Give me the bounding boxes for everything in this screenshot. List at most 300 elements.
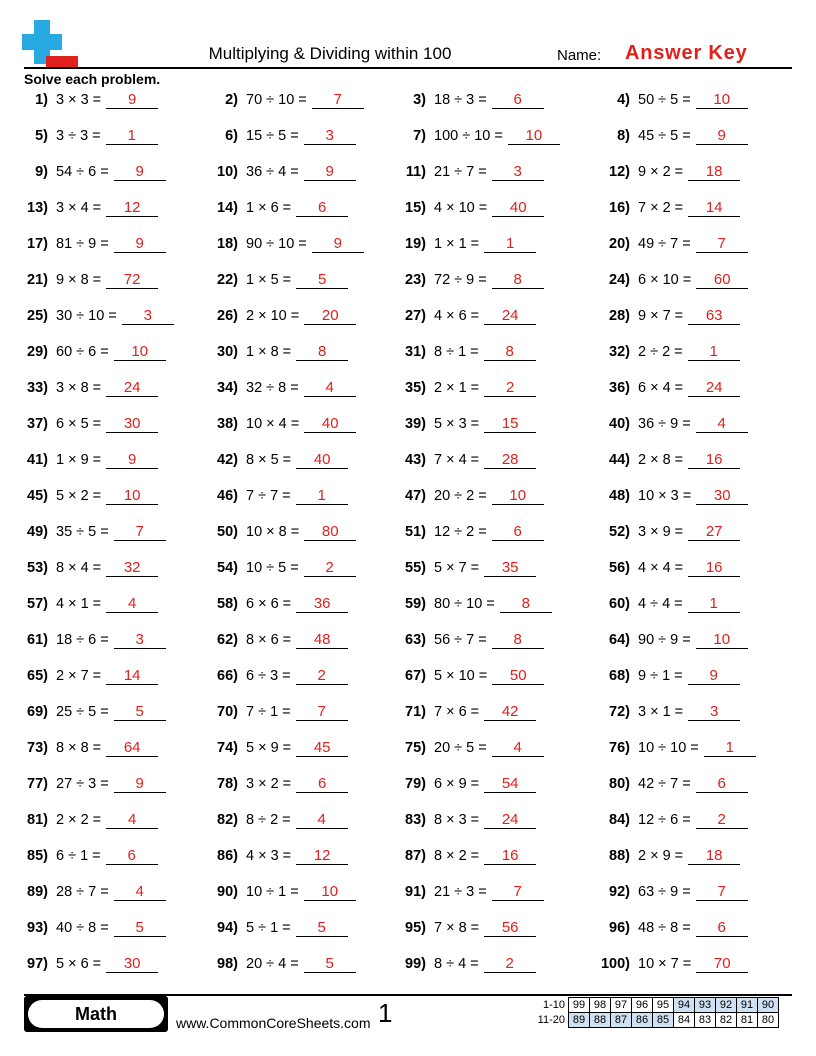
name-label: Name: <box>557 47 602 64</box>
problem-item <box>396 235 536 253</box>
problem-expression: 7 ÷ 7 = <box>246 488 291 504</box>
answer-blank: 3 <box>114 631 166 649</box>
problem-item <box>592 919 748 937</box>
problem-expression: 6 ÷ 1 = <box>56 848 101 864</box>
subject-badge <box>24 996 168 1032</box>
score-cell: 87 <box>611 1013 632 1028</box>
score-cell: 88 <box>590 1013 611 1028</box>
problem-expression: 40 ÷ 8 = <box>56 920 109 936</box>
answer-blank: 40 <box>492 199 544 217</box>
problem-number: 8) <box>617 128 630 144</box>
answer-blank: 3 <box>492 163 544 181</box>
problem-number: 81) <box>27 812 48 828</box>
problem-expression: 56 ÷ 7 = <box>434 632 487 648</box>
problem-number: 41) <box>27 452 48 468</box>
score-cell: 89 <box>569 1013 590 1028</box>
problem-number: 14) <box>217 200 238 216</box>
problem-item <box>208 163 356 181</box>
problem-number: 11) <box>405 164 426 180</box>
problem-number: 37) <box>27 416 48 432</box>
answer-blank: 40 <box>304 415 356 433</box>
problem-item <box>22 883 166 901</box>
problem-item <box>22 307 174 325</box>
answer-blank: 28 <box>484 451 536 469</box>
problem-item <box>396 775 536 793</box>
problem-expression: 15 ÷ 5 = <box>246 128 299 144</box>
problem-expression: 8 × 5 = <box>246 452 292 468</box>
problem-number: 49) <box>27 524 48 540</box>
problem-number: 43) <box>405 452 426 468</box>
problem-number: 47) <box>405 488 426 504</box>
problem-item <box>396 667 544 685</box>
problem-item <box>22 919 166 937</box>
problem-item <box>208 415 356 433</box>
problem-item <box>396 379 536 397</box>
problem-item <box>396 595 552 613</box>
answer-blank: 72 <box>106 271 158 289</box>
problem-expression: 81 ÷ 9 = <box>56 236 109 252</box>
answer-blank: 4 <box>696 415 748 433</box>
problem-expression: 3 × 3 = <box>56 92 102 108</box>
answer-blank: 16 <box>484 847 536 865</box>
problem-number: 42) <box>217 452 238 468</box>
problem-number: 6) <box>225 128 238 144</box>
answer-blank: 50 <box>492 667 544 685</box>
problem-item <box>22 811 158 829</box>
answer-blank: 4 <box>114 883 166 901</box>
score-row <box>527 1013 779 1028</box>
problem-item <box>208 235 364 253</box>
problem-item <box>396 883 544 901</box>
problem-item <box>208 595 348 613</box>
problem-expression: 1 × 9 = <box>56 452 102 468</box>
problem-number: 87) <box>405 848 426 864</box>
problem-number: 52) <box>609 524 630 540</box>
problem-number: 36) <box>609 380 630 396</box>
answer-blank: 10 <box>696 631 748 649</box>
problem-number: 12) <box>609 164 630 180</box>
problem-item <box>208 847 348 865</box>
problem-number: 54) <box>217 560 238 576</box>
answer-blank: 1 <box>484 235 536 253</box>
problem-number: 18) <box>217 236 238 252</box>
problem-expression: 8 ÷ 4 = <box>434 956 479 972</box>
problem-number: 23) <box>405 272 426 288</box>
problem-expression: 3 × 1 = <box>638 704 684 720</box>
problem-expression: 5 × 3 = <box>434 416 480 432</box>
answer-blank: 6 <box>492 91 544 109</box>
problem-item <box>592 847 740 865</box>
answer-blank: 8 <box>492 271 544 289</box>
problem-number: 67) <box>405 668 426 684</box>
problem-number: 27) <box>405 308 426 324</box>
score-cell: 94 <box>674 998 695 1013</box>
problem-expression: 21 ÷ 7 = <box>434 164 487 180</box>
answer-key-label: Answer Key <box>625 42 748 64</box>
instructions: Solve each problem. <box>24 71 161 87</box>
problem-item <box>396 127 560 145</box>
problem-number: 30) <box>217 344 238 360</box>
answer-blank: 10 <box>696 91 748 109</box>
problem-item <box>22 451 158 469</box>
problem-item <box>208 487 348 505</box>
problem-number: 61) <box>27 632 48 648</box>
answer-blank: 5 <box>296 919 348 937</box>
problem-number: 73) <box>27 740 48 756</box>
problem-item <box>396 703 536 721</box>
problem-expression: 25 ÷ 5 = <box>56 704 109 720</box>
problem-item <box>208 127 356 145</box>
score-cell: 83 <box>695 1013 716 1028</box>
problem-expression: 3 × 8 = <box>56 380 102 396</box>
problem-number: 9) <box>35 164 48 180</box>
problem-number: 35) <box>405 380 426 396</box>
problem-expression: 7 × 8 = <box>434 920 480 936</box>
problem-number: 74) <box>217 740 238 756</box>
problem-expression: 5 ÷ 1 = <box>246 920 291 936</box>
problem-expression: 7 × 2 = <box>638 200 684 216</box>
problem-number: 4) <box>617 92 630 108</box>
problem-number: 96) <box>609 920 630 936</box>
problem-number: 44) <box>609 452 630 468</box>
problem-expression: 4 × 3 = <box>246 848 292 864</box>
problem-number: 38) <box>217 416 238 432</box>
problem-expression: 2 × 10 = <box>246 308 300 324</box>
problem-expression: 49 ÷ 7 = <box>638 236 691 252</box>
problem-expression: 1 × 8 = <box>246 344 292 360</box>
problem-item <box>592 379 740 397</box>
answer-blank: 4 <box>492 739 544 757</box>
problem-expression: 9 × 7 = <box>638 308 684 324</box>
problem-item <box>396 271 544 289</box>
answer-blank: 3 <box>304 127 356 145</box>
problem-item <box>592 451 740 469</box>
problem-expression: 10 ÷ 10 = <box>638 740 699 756</box>
problem-expression: 8 × 4 = <box>56 560 102 576</box>
answer-blank: 32 <box>106 559 158 577</box>
problem-item <box>208 343 348 361</box>
problem-expression: 42 ÷ 7 = <box>638 776 691 792</box>
problem-number: 25) <box>27 308 48 324</box>
problem-item <box>592 523 740 541</box>
answer-blank: 8 <box>500 595 552 613</box>
problem-item <box>396 451 536 469</box>
problem-number: 80) <box>609 776 630 792</box>
problem-expression: 1 × 1 = <box>434 236 480 252</box>
answer-blank: 24 <box>688 379 740 397</box>
problem-expression: 72 ÷ 9 = <box>434 272 487 288</box>
problem-expression: 100 ÷ 10 = <box>434 128 503 144</box>
problem-item <box>208 379 356 397</box>
problem-item <box>22 127 158 145</box>
answer-blank: 8 <box>296 343 348 361</box>
problem-item <box>22 739 158 757</box>
problem-item <box>592 91 748 109</box>
problem-number: 95) <box>405 920 426 936</box>
problem-expression: 12 ÷ 6 = <box>638 812 691 828</box>
problem-expression: 90 ÷ 9 = <box>638 632 691 648</box>
problem-expression: 10 × 3 = <box>638 488 692 504</box>
problem-item <box>22 955 158 973</box>
answer-blank: 10 <box>508 127 560 145</box>
answer-blank: 56 <box>484 919 536 937</box>
answer-blank: 80 <box>304 523 356 541</box>
problem-number: 63) <box>405 632 426 648</box>
answer-blank: 20 <box>304 307 356 325</box>
problem-expression: 8 × 2 = <box>434 848 480 864</box>
answer-blank: 6 <box>106 847 158 865</box>
problem-item <box>592 271 748 289</box>
problem-item <box>592 775 748 793</box>
problem-item <box>396 523 544 541</box>
answer-blank: 18 <box>688 847 740 865</box>
problem-expression: 4 × 10 = <box>434 200 488 216</box>
answer-blank: 18 <box>688 163 740 181</box>
problem-number: 91) <box>405 884 426 900</box>
problem-item <box>22 631 166 649</box>
answer-blank: 5 <box>114 703 166 721</box>
answer-blank: 27 <box>688 523 740 541</box>
answer-blank: 1 <box>688 595 740 613</box>
problem-number: 7) <box>413 128 426 144</box>
score-cell: 92 <box>716 998 737 1013</box>
problem-number: 32) <box>609 344 630 360</box>
problem-expression: 4 × 6 = <box>434 308 480 324</box>
answer-blank: 9 <box>114 163 166 181</box>
problem-expression: 6 × 9 = <box>434 776 480 792</box>
problem-item <box>208 451 348 469</box>
answer-blank: 2 <box>484 379 536 397</box>
problem-item <box>22 163 166 181</box>
problem-expression: 10 ÷ 5 = <box>246 560 299 576</box>
problem-number: 86) <box>217 848 238 864</box>
answer-blank: 1 <box>296 487 348 505</box>
score-cell: 98 <box>590 998 611 1013</box>
answer-blank: 42 <box>484 703 536 721</box>
answer-blank: 14 <box>688 199 740 217</box>
problem-expression: 45 ÷ 5 = <box>638 128 691 144</box>
answer-blank: 14 <box>106 667 158 685</box>
problem-number: 77) <box>27 776 48 792</box>
score-cell: 82 <box>716 1013 737 1028</box>
answer-blank: 64 <box>106 739 158 757</box>
problem-number: 56) <box>609 560 630 576</box>
problem-item <box>592 343 740 361</box>
problem-number: 83) <box>405 812 426 828</box>
problem-number: 5) <box>35 128 48 144</box>
problem-expression: 9 × 8 = <box>56 272 102 288</box>
problem-item <box>396 343 536 361</box>
problem-expression: 8 ÷ 1 = <box>434 344 479 360</box>
score-cell: 97 <box>611 998 632 1013</box>
problem-expression: 6 × 5 = <box>56 416 102 432</box>
problem-expression: 1 × 6 = <box>246 200 292 216</box>
problem-expression: 6 × 10 = <box>638 272 692 288</box>
answer-blank: 5 <box>114 919 166 937</box>
problem-number: 76) <box>609 740 630 756</box>
problem-number: 15) <box>405 200 426 216</box>
problem-item <box>208 523 356 541</box>
problem-item <box>22 703 166 721</box>
answer-blank: 1 <box>704 739 756 757</box>
problem-expression: 4 × 4 = <box>638 560 684 576</box>
subject-label: Math <box>28 1000 164 1028</box>
problem-item <box>592 811 748 829</box>
problem-number: 60) <box>609 596 630 612</box>
problem-expression: 8 ÷ 2 = <box>246 812 291 828</box>
problem-number: 99) <box>405 956 426 972</box>
problem-expression: 5 × 10 = <box>434 668 488 684</box>
problem-expression: 60 ÷ 6 = <box>56 344 109 360</box>
problem-number: 93) <box>27 920 48 936</box>
problem-expression: 18 ÷ 3 = <box>434 92 487 108</box>
answer-blank: 2 <box>696 811 748 829</box>
score-cell: 91 <box>737 998 758 1013</box>
problem-item <box>22 343 166 361</box>
problem-number: 68) <box>609 668 630 684</box>
answer-blank: 54 <box>484 775 536 793</box>
answer-blank: 30 <box>106 955 158 973</box>
problem-expression: 5 × 9 = <box>246 740 292 756</box>
problem-number: 39) <box>405 416 426 432</box>
problem-number: 34) <box>217 380 238 396</box>
problem-item <box>592 163 740 181</box>
score-row-label: 11-20 <box>537 1014 565 1026</box>
problem-number: 84) <box>609 812 630 828</box>
problem-item <box>592 667 740 685</box>
problem-item <box>22 487 158 505</box>
problem-number: 79) <box>405 776 426 792</box>
answer-blank: 5 <box>296 271 348 289</box>
problem-item <box>208 739 348 757</box>
problem-item <box>208 811 348 829</box>
problem-number: 57) <box>27 596 48 612</box>
problem-expression: 32 ÷ 8 = <box>246 380 299 396</box>
problem-number: 78) <box>217 776 238 792</box>
problem-item <box>208 775 348 793</box>
answer-blank: 9 <box>312 235 364 253</box>
problem-expression: 2 × 7 = <box>56 668 102 684</box>
problem-expression: 20 ÷ 5 = <box>434 740 487 756</box>
problem-number: 46) <box>217 488 238 504</box>
problem-expression: 4 ÷ 4 = <box>638 596 683 612</box>
problem-item <box>22 595 158 613</box>
problem-number: 90) <box>217 884 238 900</box>
problem-number: 21) <box>27 272 48 288</box>
problem-number: 17) <box>27 236 48 252</box>
problem-item <box>396 955 536 973</box>
problem-expression: 10 × 8 = <box>246 524 300 540</box>
problem-expression: 2 × 1 = <box>434 380 480 396</box>
problem-item <box>592 739 756 757</box>
score-cell: 84 <box>674 1013 695 1028</box>
problem-expression: 50 ÷ 5 = <box>638 92 691 108</box>
problem-expression: 7 ÷ 1 = <box>246 704 291 720</box>
problem-number: 22) <box>217 272 238 288</box>
score-cell: 85 <box>653 1013 674 1028</box>
score-cell: 81 <box>737 1013 758 1028</box>
problem-number: 28) <box>609 308 630 324</box>
answer-blank: 48 <box>296 631 348 649</box>
problem-expression: 5 × 2 = <box>56 488 102 504</box>
problem-item <box>396 199 544 217</box>
problem-expression: 18 ÷ 6 = <box>56 632 109 648</box>
problem-expression: 6 × 6 = <box>246 596 292 612</box>
problem-expression: 20 ÷ 2 = <box>434 488 487 504</box>
problem-item <box>22 667 158 685</box>
problem-item <box>208 667 348 685</box>
problem-expression: 70 ÷ 10 = <box>246 92 307 108</box>
problem-number: 24) <box>609 272 630 288</box>
problem-number: 88) <box>609 848 630 864</box>
problem-item <box>592 955 748 973</box>
problem-item <box>208 91 364 109</box>
problem-item <box>396 559 536 577</box>
problem-number: 45) <box>27 488 48 504</box>
answer-blank: 6 <box>296 199 348 217</box>
score-cell: 86 <box>632 1013 653 1028</box>
problem-item <box>208 559 356 577</box>
problem-number: 100) <box>600 956 630 972</box>
problem-item <box>592 487 748 505</box>
problem-expression: 28 ÷ 7 = <box>56 884 109 900</box>
answer-blank: 6 <box>696 919 748 937</box>
problem-item <box>208 703 348 721</box>
problem-number: 89) <box>27 884 48 900</box>
answer-blank: 9 <box>106 451 158 469</box>
problem-item <box>22 559 158 577</box>
problem-item <box>396 415 536 433</box>
problem-number: 85) <box>27 848 48 864</box>
problem-expression: 5 × 6 = <box>56 956 102 972</box>
problem-expression: 63 ÷ 9 = <box>638 884 691 900</box>
answer-blank: 12 <box>106 199 158 217</box>
answer-blank: 9 <box>304 163 356 181</box>
problem-expression: 7 × 4 = <box>434 452 480 468</box>
problem-expression: 5 × 7 = <box>434 560 480 576</box>
score-cell: 93 <box>695 998 716 1013</box>
answer-blank: 7 <box>114 523 166 541</box>
answer-blank: 4 <box>304 379 356 397</box>
answer-blank: 9 <box>696 127 748 145</box>
problem-item <box>208 919 348 937</box>
problem-item <box>22 415 158 433</box>
problem-number: 40) <box>609 416 630 432</box>
score-cell: 99 <box>569 998 590 1013</box>
problem-item <box>22 523 166 541</box>
problem-expression: 90 ÷ 10 = <box>246 236 307 252</box>
problem-item <box>208 271 348 289</box>
problem-number: 75) <box>405 740 426 756</box>
answer-blank: 8 <box>484 343 536 361</box>
problem-item <box>22 379 158 397</box>
problem-expression: 2 × 8 = <box>638 452 684 468</box>
problem-item <box>592 415 748 433</box>
worksheet-title: Multiplying & Dividing within 100 <box>208 44 452 63</box>
answer-blank: 7 <box>696 883 748 901</box>
problem-number: 94) <box>217 920 238 936</box>
problem-expression: 48 ÷ 8 = <box>638 920 691 936</box>
problem-item <box>592 559 740 577</box>
page-number: 1 <box>378 998 393 1028</box>
problem-number: 31) <box>405 344 426 360</box>
answer-blank: 9 <box>114 775 166 793</box>
problem-item <box>396 919 536 937</box>
problem-item <box>396 307 536 325</box>
answer-blank: 4 <box>296 811 348 829</box>
answer-blank: 9 <box>688 667 740 685</box>
problem-item <box>592 235 748 253</box>
